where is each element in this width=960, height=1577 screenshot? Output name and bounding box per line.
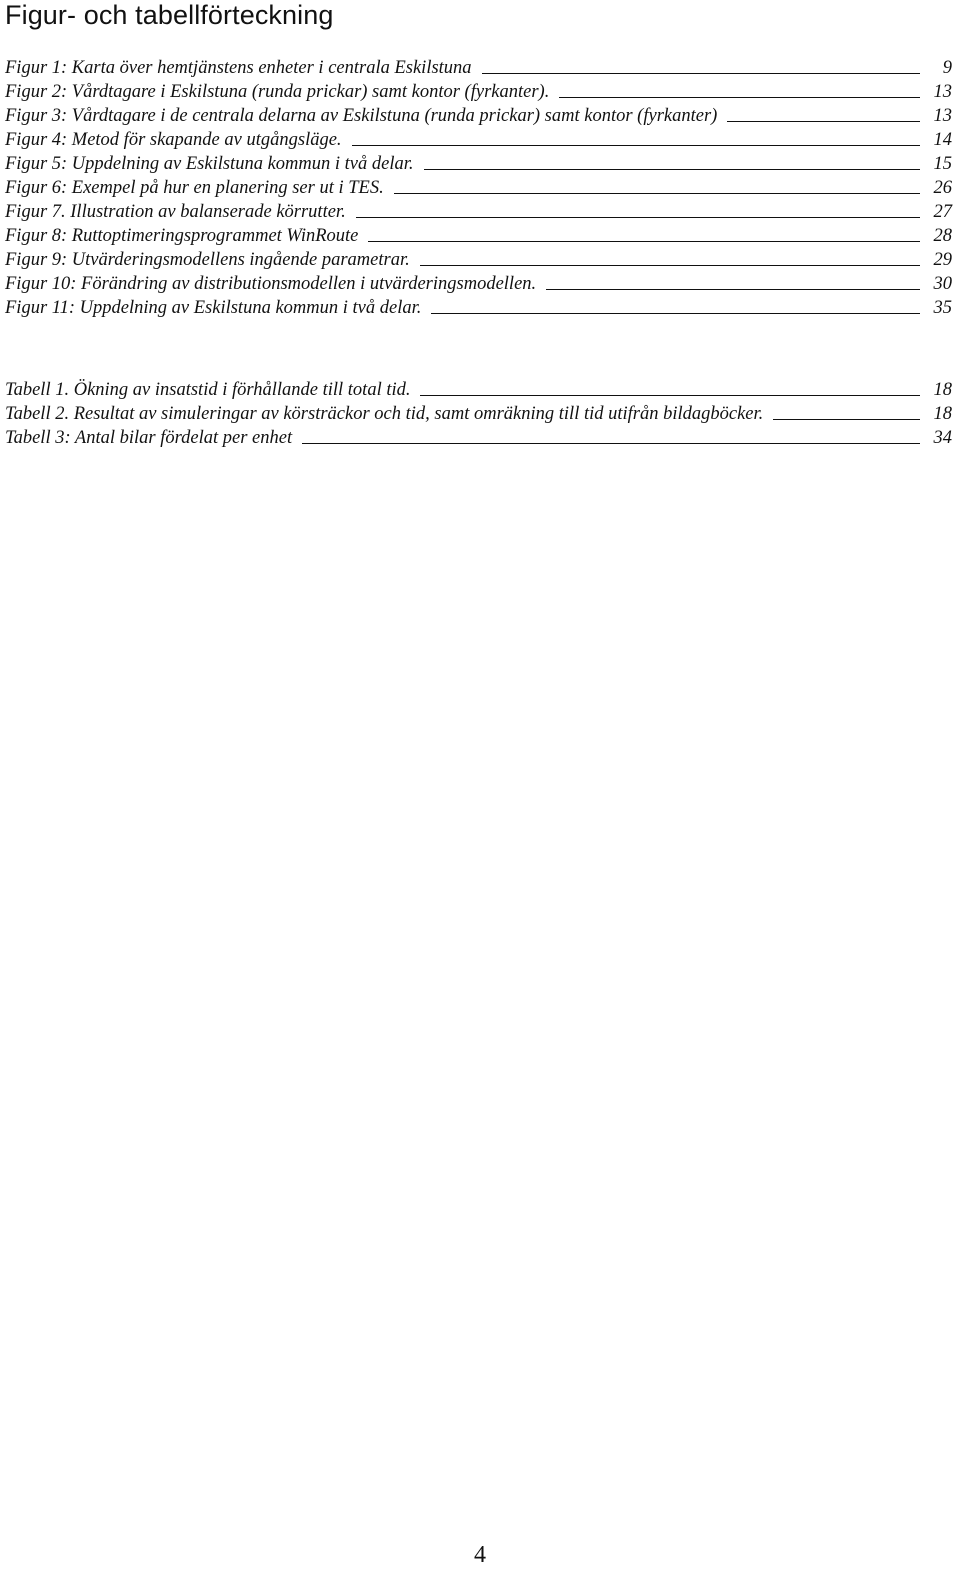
toc-entry[interactable] xyxy=(5,224,952,248)
toc-entry-label: Figur 7. Illustration av balanserade körrutter. xyxy=(5,202,346,222)
figure-list xyxy=(5,56,952,320)
toc-entry-page: 18 xyxy=(933,380,952,400)
toc-leader-line xyxy=(394,193,920,194)
toc-entry[interactable] xyxy=(5,56,952,80)
toc-leader-line xyxy=(424,169,921,170)
toc-entry-page: 14 xyxy=(933,130,952,150)
toc-leader-line xyxy=(559,97,920,98)
toc-entry[interactable] xyxy=(5,104,952,128)
toc-entry-label: Figur 6: Exempel på hur en planering ser ut i TES. xyxy=(5,178,384,198)
page-title: Figur- och tabellförteckning xyxy=(5,0,334,30)
toc-entry-label: Figur 2: Vårdtagare i Eskilstuna (runda prickar) samt kontor (fyrkanter). xyxy=(5,82,550,102)
toc-entry-label: Tabell 2. Resultat av simuleringar av körsträckor och tid, samt omräkning till tid utifrån bildagböcker. xyxy=(5,404,764,424)
toc-leader-line xyxy=(773,419,920,420)
toc-leader-line xyxy=(727,121,920,122)
toc-entry-page: 9 xyxy=(942,58,952,78)
toc-entry-label: Figur 3: Vårdtagare i de centrala delarna av Eskilstuna (runda prickar) samt kontor (fyrkanter) xyxy=(5,106,718,126)
toc-entry[interactable] xyxy=(5,200,952,224)
toc-leader-line xyxy=(431,313,920,314)
toc-entry-label: Figur 4: Metod för skapande av utgångsläge. xyxy=(5,130,342,150)
toc-entry-page: 34 xyxy=(933,428,952,448)
toc-entry-label: Figur 9: Utvärderingsmodellens ingående parametrar. xyxy=(5,250,410,270)
toc-leader-line xyxy=(356,217,920,218)
toc-leader-line xyxy=(368,241,920,242)
toc-entry[interactable] xyxy=(5,426,952,450)
toc-entry-label: Figur 11: Uppdelning av Eskilstuna kommun i två delar. xyxy=(5,298,422,318)
toc-entry[interactable] xyxy=(5,296,952,320)
toc-entry-page: 15 xyxy=(933,154,952,174)
toc-leader-line xyxy=(420,395,920,396)
toc-leader-line xyxy=(302,443,920,444)
toc-entry-label: Figur 10: Förändring av distributionsmodellen i utvärderingsmodellen. xyxy=(5,274,537,294)
toc-entry-page: 29 xyxy=(933,250,952,270)
toc-entry-page: 30 xyxy=(933,274,952,294)
toc-entry-page: 35 xyxy=(933,298,952,318)
toc-entry[interactable] xyxy=(5,80,952,104)
toc-leader-line xyxy=(546,289,920,290)
toc-entry-label: Figur 1: Karta över hemtjänstens enheter i centrala Eskilstuna xyxy=(5,58,472,78)
toc-entry[interactable] xyxy=(5,272,952,296)
toc-entry-page: 13 xyxy=(933,82,952,102)
toc-entry[interactable] xyxy=(5,176,952,200)
table-list xyxy=(5,378,952,450)
toc-entry[interactable] xyxy=(5,402,952,426)
toc-entry[interactable] xyxy=(5,152,952,176)
toc-entry-label: Tabell 1. Ökning av insatstid i förhållande till total tid. xyxy=(5,380,411,400)
toc-entry-page: 13 xyxy=(933,106,952,126)
toc-leader-line xyxy=(420,265,920,266)
toc-entry[interactable] xyxy=(5,378,952,402)
toc-entry-page: 27 xyxy=(933,202,952,222)
toc-leader-line xyxy=(352,145,920,146)
toc-entry[interactable] xyxy=(5,248,952,272)
toc-entry-label: Figur 8: Ruttoptimeringsprogrammet WinRoute xyxy=(5,226,359,246)
toc-entry-page: 26 xyxy=(933,178,952,198)
page-number: 4 xyxy=(474,1542,486,1568)
toc-entry[interactable] xyxy=(5,128,952,152)
toc-leader-line xyxy=(482,73,920,74)
toc-entry-label: Tabell 3: Antal bilar fördelat per enhet xyxy=(5,428,293,448)
toc-entry-page: 18 xyxy=(933,404,952,424)
toc-entry-label: Figur 5: Uppdelning av Eskilstuna kommun i två delar. xyxy=(5,154,414,174)
toc-entry-page: 28 xyxy=(933,226,952,246)
